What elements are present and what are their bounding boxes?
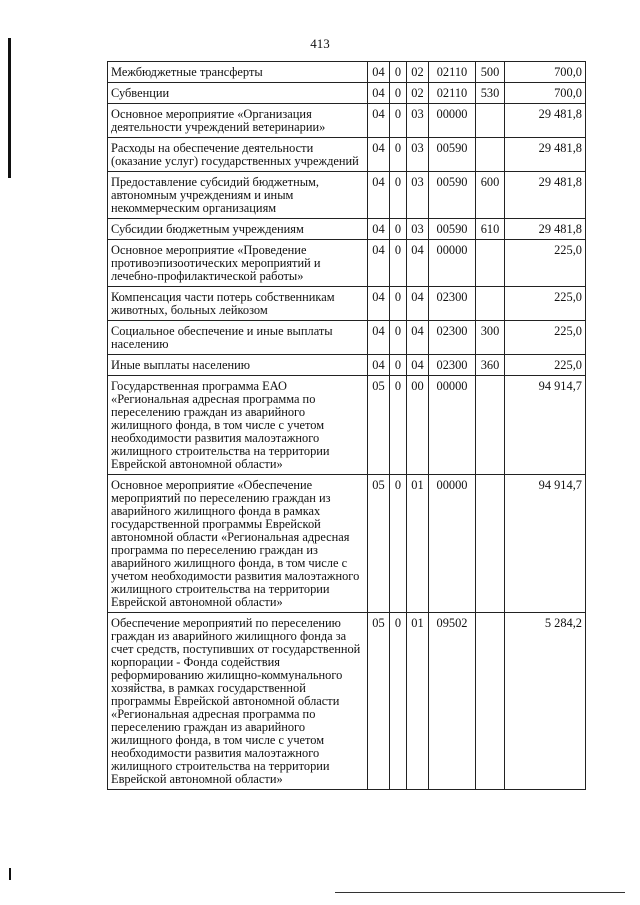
subprogram-code-cell: 04 [407,287,429,321]
amount-cell: 29 481,8 [505,219,586,240]
direction-code-cell: 00000 [429,240,476,287]
table-row [108,172,586,219]
table-row [108,475,586,613]
amount-cell: 225,0 [505,287,586,321]
section-code-cell: 04 [368,287,390,321]
direction-code-cell: 02300 [429,355,476,376]
program-code-cell: 0 [390,613,407,790]
row-name-cell: Иные выплаты населению [108,355,368,376]
row-name-cell: Социальное обеспечение и иные выплаты населению [108,321,368,355]
program-code-cell: 0 [390,138,407,172]
direction-code-cell: 02300 [429,287,476,321]
program-code-cell: 0 [390,172,407,219]
row-name-cell: Основное мероприятие «Проведение противоэпизоотических мероприятий и лечебно-профилактической работы» [108,240,368,287]
expense-type-cell [476,287,505,321]
direction-code-cell: 00590 [429,138,476,172]
expense-type-cell [476,138,505,172]
table-row [108,240,586,287]
expense-type-cell: 300 [476,321,505,355]
direction-code-cell: 02300 [429,321,476,355]
table-row [108,104,586,138]
expense-type-cell [476,613,505,790]
table-row [108,83,586,104]
expense-type-cell: 600 [476,172,505,219]
program-code-cell: 0 [390,376,407,475]
amount-cell: 225,0 [505,321,586,355]
table-row [108,613,586,790]
subprogram-code-cell: 03 [407,104,429,138]
subprogram-code-cell: 00 [407,376,429,475]
bottom-rule [335,892,625,893]
expense-type-cell [476,376,505,475]
row-name-cell: Расходы на обеспечение деятельности (оказание услуг) государственных учреждений [108,138,368,172]
expense-type-cell [476,240,505,287]
table-row [108,355,586,376]
expense-type-cell: 530 [476,83,505,104]
row-name-cell: Субвенции [108,83,368,104]
table-row [108,138,586,172]
program-code-cell: 0 [390,355,407,376]
amount-cell: 225,0 [505,240,586,287]
direction-code-cell: 02110 [429,83,476,104]
section-code-cell: 05 [368,613,390,790]
expense-type-cell [476,104,505,138]
amount-cell: 5 284,2 [505,613,586,790]
subprogram-code-cell: 04 [407,355,429,376]
row-name-cell: Субсидии бюджетным учреждениям [108,219,368,240]
section-code-cell: 04 [368,219,390,240]
expense-type-cell: 360 [476,355,505,376]
amount-cell: 94 914,7 [505,475,586,613]
section-code-cell: 04 [368,172,390,219]
program-code-cell: 0 [390,62,407,83]
expense-type-cell [476,475,505,613]
row-name-cell: Предоставление субсидий бюджетным, автономным учреждениям и иным некоммерческим организациям [108,172,368,219]
program-code-cell: 0 [390,475,407,613]
amount-cell: 700,0 [505,83,586,104]
direction-code-cell: 09502 [429,613,476,790]
program-code-cell: 0 [390,321,407,355]
amount-cell: 94 914,7 [505,376,586,475]
program-code-cell: 0 [390,240,407,287]
row-name-cell: Компенсация части потерь собственникам животных, больных лейкозом [108,287,368,321]
scan-margin-mark [9,868,11,880]
section-code-cell: 04 [368,240,390,287]
table-row [108,287,586,321]
direction-code-cell: 02110 [429,62,476,83]
amount-cell: 29 481,8 [505,138,586,172]
section-code-cell: 04 [368,62,390,83]
subprogram-code-cell: 04 [407,240,429,287]
amount-cell: 700,0 [505,62,586,83]
subprogram-code-cell: 01 [407,613,429,790]
subprogram-code-cell: 02 [407,62,429,83]
direction-code-cell: 00590 [429,172,476,219]
table-row [108,219,586,240]
direction-code-cell: 00590 [429,219,476,240]
row-name-cell: Государственная программа ЕАО «Региональная адресная программа по переселению граждан из аварийного жилищного фонда, в том числе с учетом необходимости развития малоэтажного жилищного строительства на территории Еврейской автономной области» [108,376,368,475]
table-row [108,321,586,355]
row-name-cell: Межбюджетные трансферты [108,62,368,83]
section-code-cell: 04 [368,138,390,172]
scan-margin-mark [8,38,11,178]
budget-table [107,61,586,790]
subprogram-code-cell: 01 [407,475,429,613]
direction-code-cell: 00000 [429,475,476,613]
row-name-cell: Обеспечение мероприятий по переселению граждан из аварийного жилищного фонда за счет средств, поступивших от государственной корпорации - Фонда содействия реформированию жилищно-коммунального хозяйства, в рамках государственной программы Еврейской автономной области «Региональная адресная программа по переселению граждан из аварийного жилищного фонда, в том числе с учетом необходимости развития малоэтажного жилищного строительства на территории Еврейской автономной области» [108,613,368,790]
amount-cell: 29 481,8 [505,172,586,219]
program-code-cell: 0 [390,83,407,104]
section-code-cell: 04 [368,83,390,104]
expense-type-cell: 610 [476,219,505,240]
subprogram-code-cell: 03 [407,219,429,240]
amount-cell: 29 481,8 [505,104,586,138]
section-code-cell: 04 [368,355,390,376]
subprogram-code-cell: 03 [407,138,429,172]
program-code-cell: 0 [390,104,407,138]
section-code-cell: 05 [368,376,390,475]
program-code-cell: 0 [390,219,407,240]
table-row [108,376,586,475]
expense-type-cell: 500 [476,62,505,83]
page-number: 413 [310,36,330,51]
row-name-cell: Основное мероприятие «Обеспечение мероприятий по переселению граждан из аварийного жилищного фонда в рамках государственной программы Еврейской автономной области «Региональная адресная программа по переселению граждан из аварийного жилищного фонда, в том числе с учетом необходимости развития малоэтажного жилищного строительства на территории Еврейской автономной области» [108,475,368,613]
subprogram-code-cell: 02 [407,83,429,104]
section-code-cell: 04 [368,321,390,355]
direction-code-cell: 00000 [429,376,476,475]
subprogram-code-cell: 04 [407,321,429,355]
subprogram-code-cell: 03 [407,172,429,219]
program-code-cell: 0 [390,287,407,321]
row-name-cell: Основное мероприятие «Организация деятельности учреждений ветеринарии» [108,104,368,138]
section-code-cell: 04 [368,104,390,138]
section-code-cell: 05 [368,475,390,613]
direction-code-cell: 00000 [429,104,476,138]
table-row [108,62,586,83]
amount-cell: 225,0 [505,355,586,376]
